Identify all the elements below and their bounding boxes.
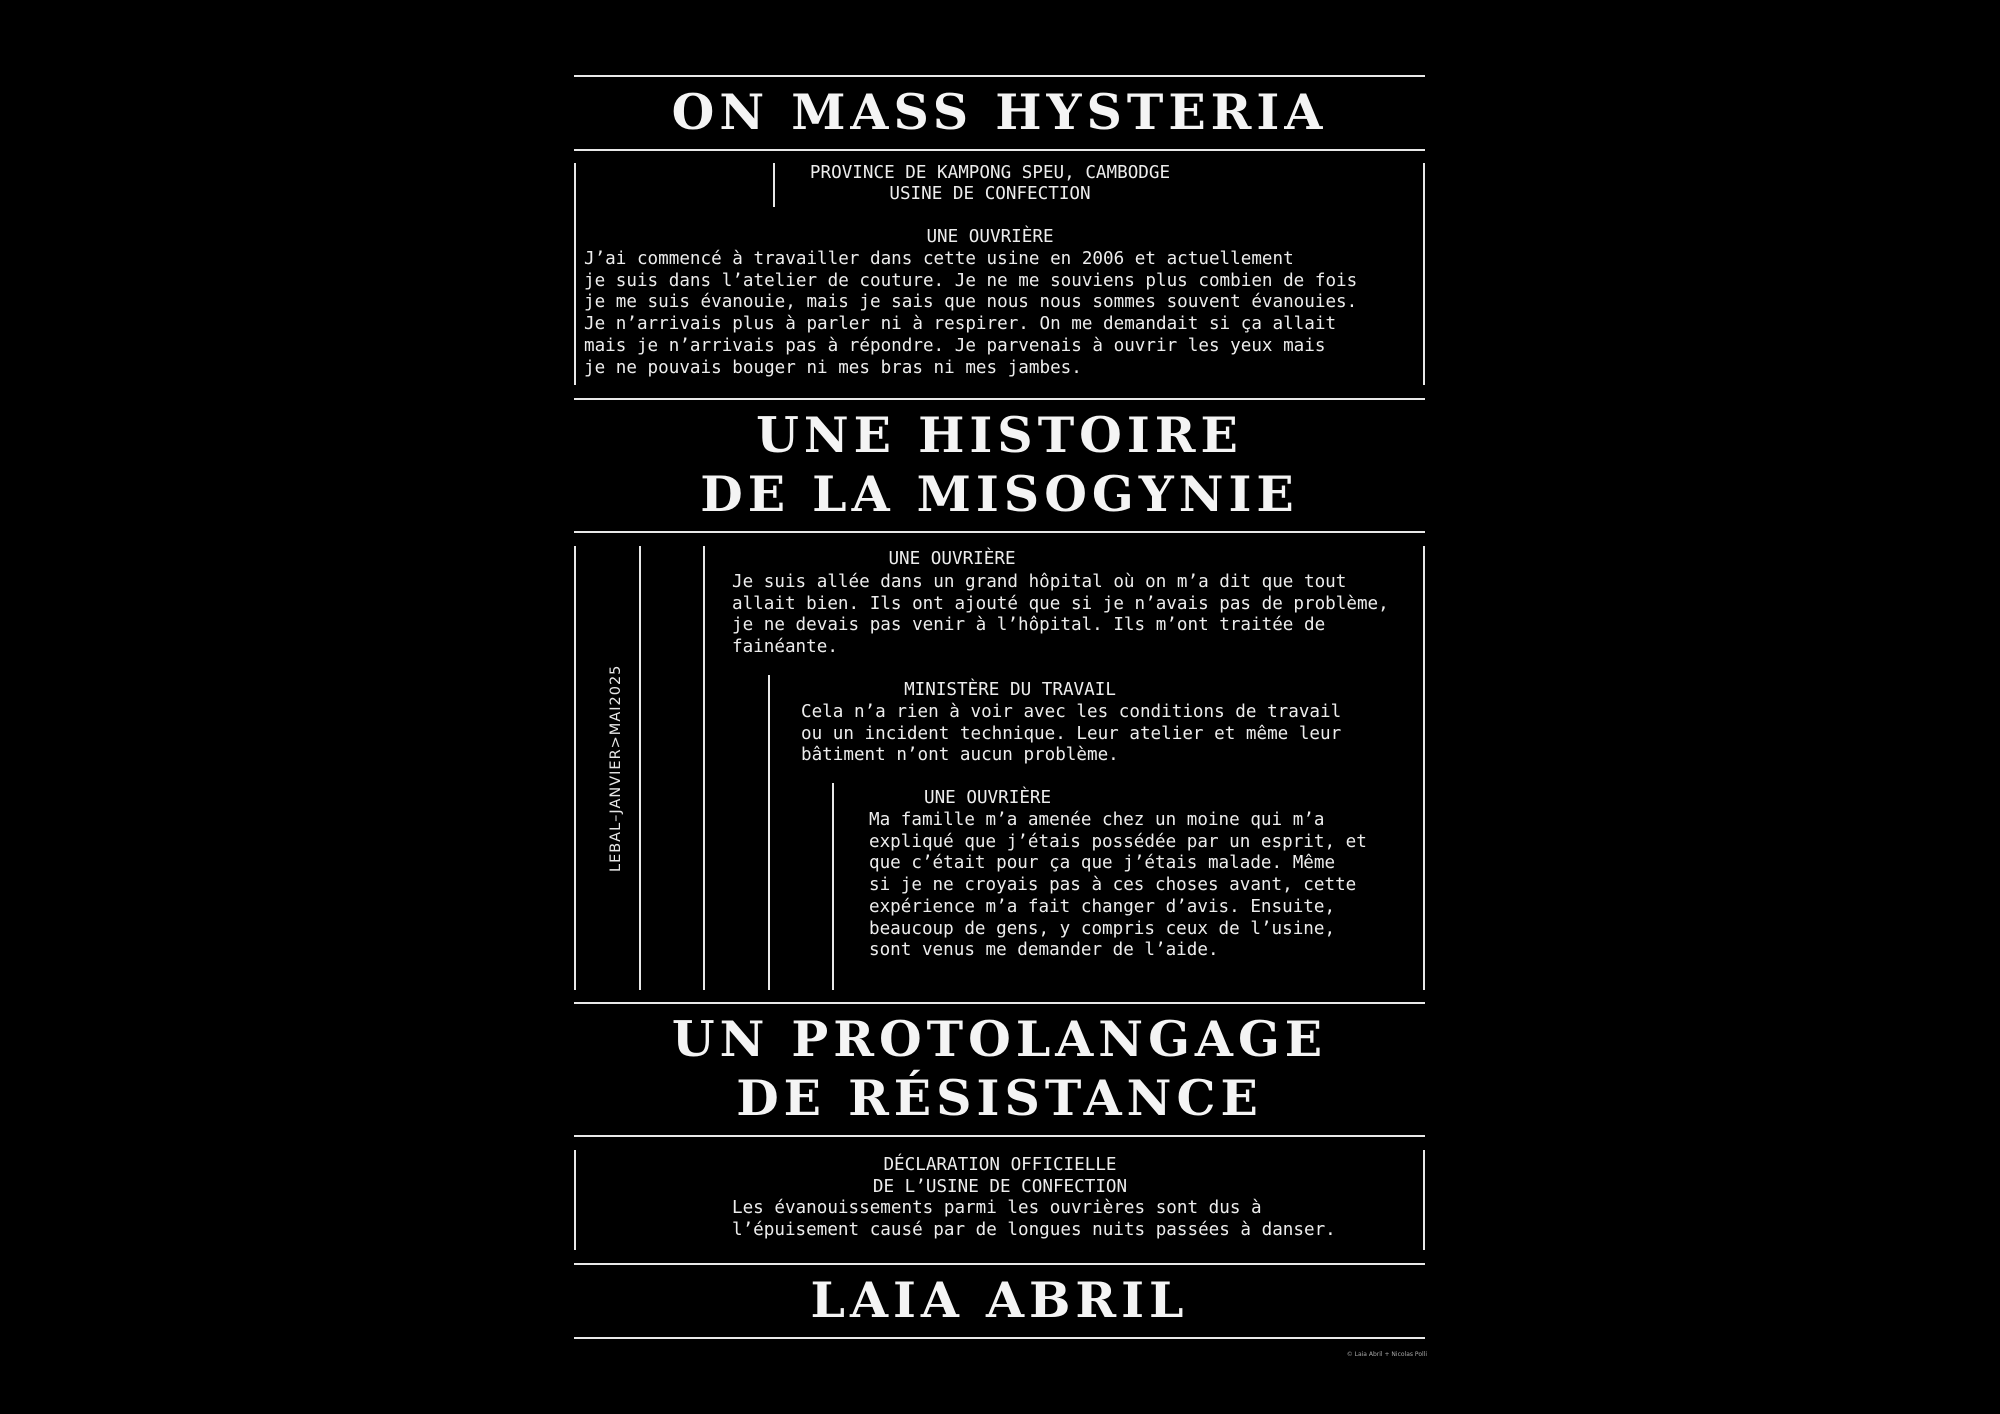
quote1-line-4: fainéante. xyxy=(732,637,838,658)
quote1-line-1: Je suis allée dans un grand hôpital où on m’a dit que tout xyxy=(732,572,1347,592)
section3-right-border xyxy=(1423,1150,1425,1250)
poster-title: ON MASS HYSTERIA xyxy=(671,83,1328,141)
vertical-label: LEBAL–JANVIER>MAI2025 xyxy=(608,664,624,872)
section1-left-border xyxy=(574,163,576,385)
section3-left-border xyxy=(574,1150,576,1250)
rule-above-heading3 xyxy=(574,1002,1425,1004)
copyright-credit: © Laia Abril + Nicolas Polli xyxy=(1346,1351,1427,1358)
author-name: LAIA ABRIL xyxy=(810,1271,1189,1329)
quote3-speaker: UNE OUVRIÈRE xyxy=(924,788,1052,808)
rule-above-author xyxy=(574,1263,1425,1265)
rule-above-heading2 xyxy=(574,398,1425,400)
section1-line-4: Je n’arrivais plus à parler ni à respirer. On me demandait si ça allait xyxy=(584,314,1337,335)
declaration-line-1: Les évanouissements parmi les ouvrières sont dus à xyxy=(732,1198,1262,1219)
quote1-speaker: UNE OUVRIÈRE xyxy=(888,549,1016,569)
quote3-line-7: sont venus me demander de l’aide. xyxy=(869,940,1219,961)
section2-left-border xyxy=(574,546,576,990)
quote3-line-6: beaucoup de gens, y compris ceux de l’usine, xyxy=(869,918,1336,939)
section2-bar-2 xyxy=(703,546,705,990)
rule-bottom xyxy=(574,1337,1425,1339)
section1-line-2: je suis dans l’atelier de couture. Je ne me souviens plus combien de fois xyxy=(584,270,1358,291)
declaration-line-2: l’épuisement causé par de longues nuits passées à danser. xyxy=(732,1220,1336,1241)
section2-bar-3 xyxy=(768,675,770,990)
quote1-line-2: allait bien. Ils ont ajouté que si je n’avais pas de problème, xyxy=(732,593,1389,614)
heading3-line-2: DE RÉSISTANCE xyxy=(736,1069,1263,1127)
heading2-line-2: DE LA MISOGYNIE xyxy=(700,465,1299,523)
location-line-2: USINE DE CONFECTION xyxy=(889,184,1091,204)
quote2-line-3: bâtiment n’ont aucun problème. xyxy=(801,745,1119,766)
section1-right-border xyxy=(1423,163,1425,385)
quote2-line-1: Cela n’a rien à voir avec les conditions de travail xyxy=(801,702,1342,722)
quote3-line-4: si je ne croyais pas à ces choses avant, cette xyxy=(869,875,1357,896)
section1-line-6: je ne pouvais bouger ni mes bras ni mes jambes. xyxy=(584,357,1082,378)
quote1-line-3: je ne devais pas venir à l’hôpital. Ils m’ont traitée de xyxy=(732,615,1326,636)
heading3-line-1: UN PROTOLANGAGE xyxy=(671,1010,1328,1068)
declaration-speaker-2: DE L’USINE DE CONFECTION xyxy=(872,1176,1128,1197)
rule-top xyxy=(574,75,1425,77)
section1-location-bar xyxy=(773,163,775,207)
location-line-1: PROVINCE DE KAMPONG SPEU, CAMBODGE xyxy=(809,163,1171,183)
quote2-line-2: ou un incident technique. Leur atelier et même leur xyxy=(801,723,1342,744)
section1-speaker: UNE OUVRIÈRE xyxy=(926,227,1054,247)
heading2-line-1: UNE HISTOIRE xyxy=(756,406,1243,464)
quote2-speaker: MINISTÈRE DU TRAVAIL xyxy=(904,680,1116,700)
section2-bar-4 xyxy=(832,783,834,990)
section1-line-5: mais je n’arrivais pas à répondre. Je parvenais à ouvrir les yeux mais xyxy=(584,335,1326,356)
rule-below-heading3 xyxy=(574,1135,1425,1137)
section1-line-1: J’ai commencé à travailler dans cette usine en 2006 et actuellement xyxy=(584,249,1294,269)
section2-right-border xyxy=(1423,546,1425,990)
section1-line-3: je me suis évanouie, mais je sais que nous nous sommes souvent évanouies. xyxy=(584,292,1358,313)
quote3-line-3: que c’était pour ça que j’étais malade. Même xyxy=(869,853,1336,874)
quote3-line-5: expérience m’a fait changer d’avis. Ensuite, xyxy=(869,896,1336,917)
rule-under-title xyxy=(574,149,1425,151)
rule-below-heading2 xyxy=(574,531,1425,533)
declaration-speaker-1: DÉCLARATION OFFICIELLE xyxy=(883,1155,1117,1175)
quote3-line-1: Ma famille m’a amenée chez un moine qui m’a xyxy=(869,810,1325,830)
quote3-line-2: expliqué que j’étais possédée par un esprit, et xyxy=(869,831,1367,852)
section2-bar-1 xyxy=(639,546,641,990)
